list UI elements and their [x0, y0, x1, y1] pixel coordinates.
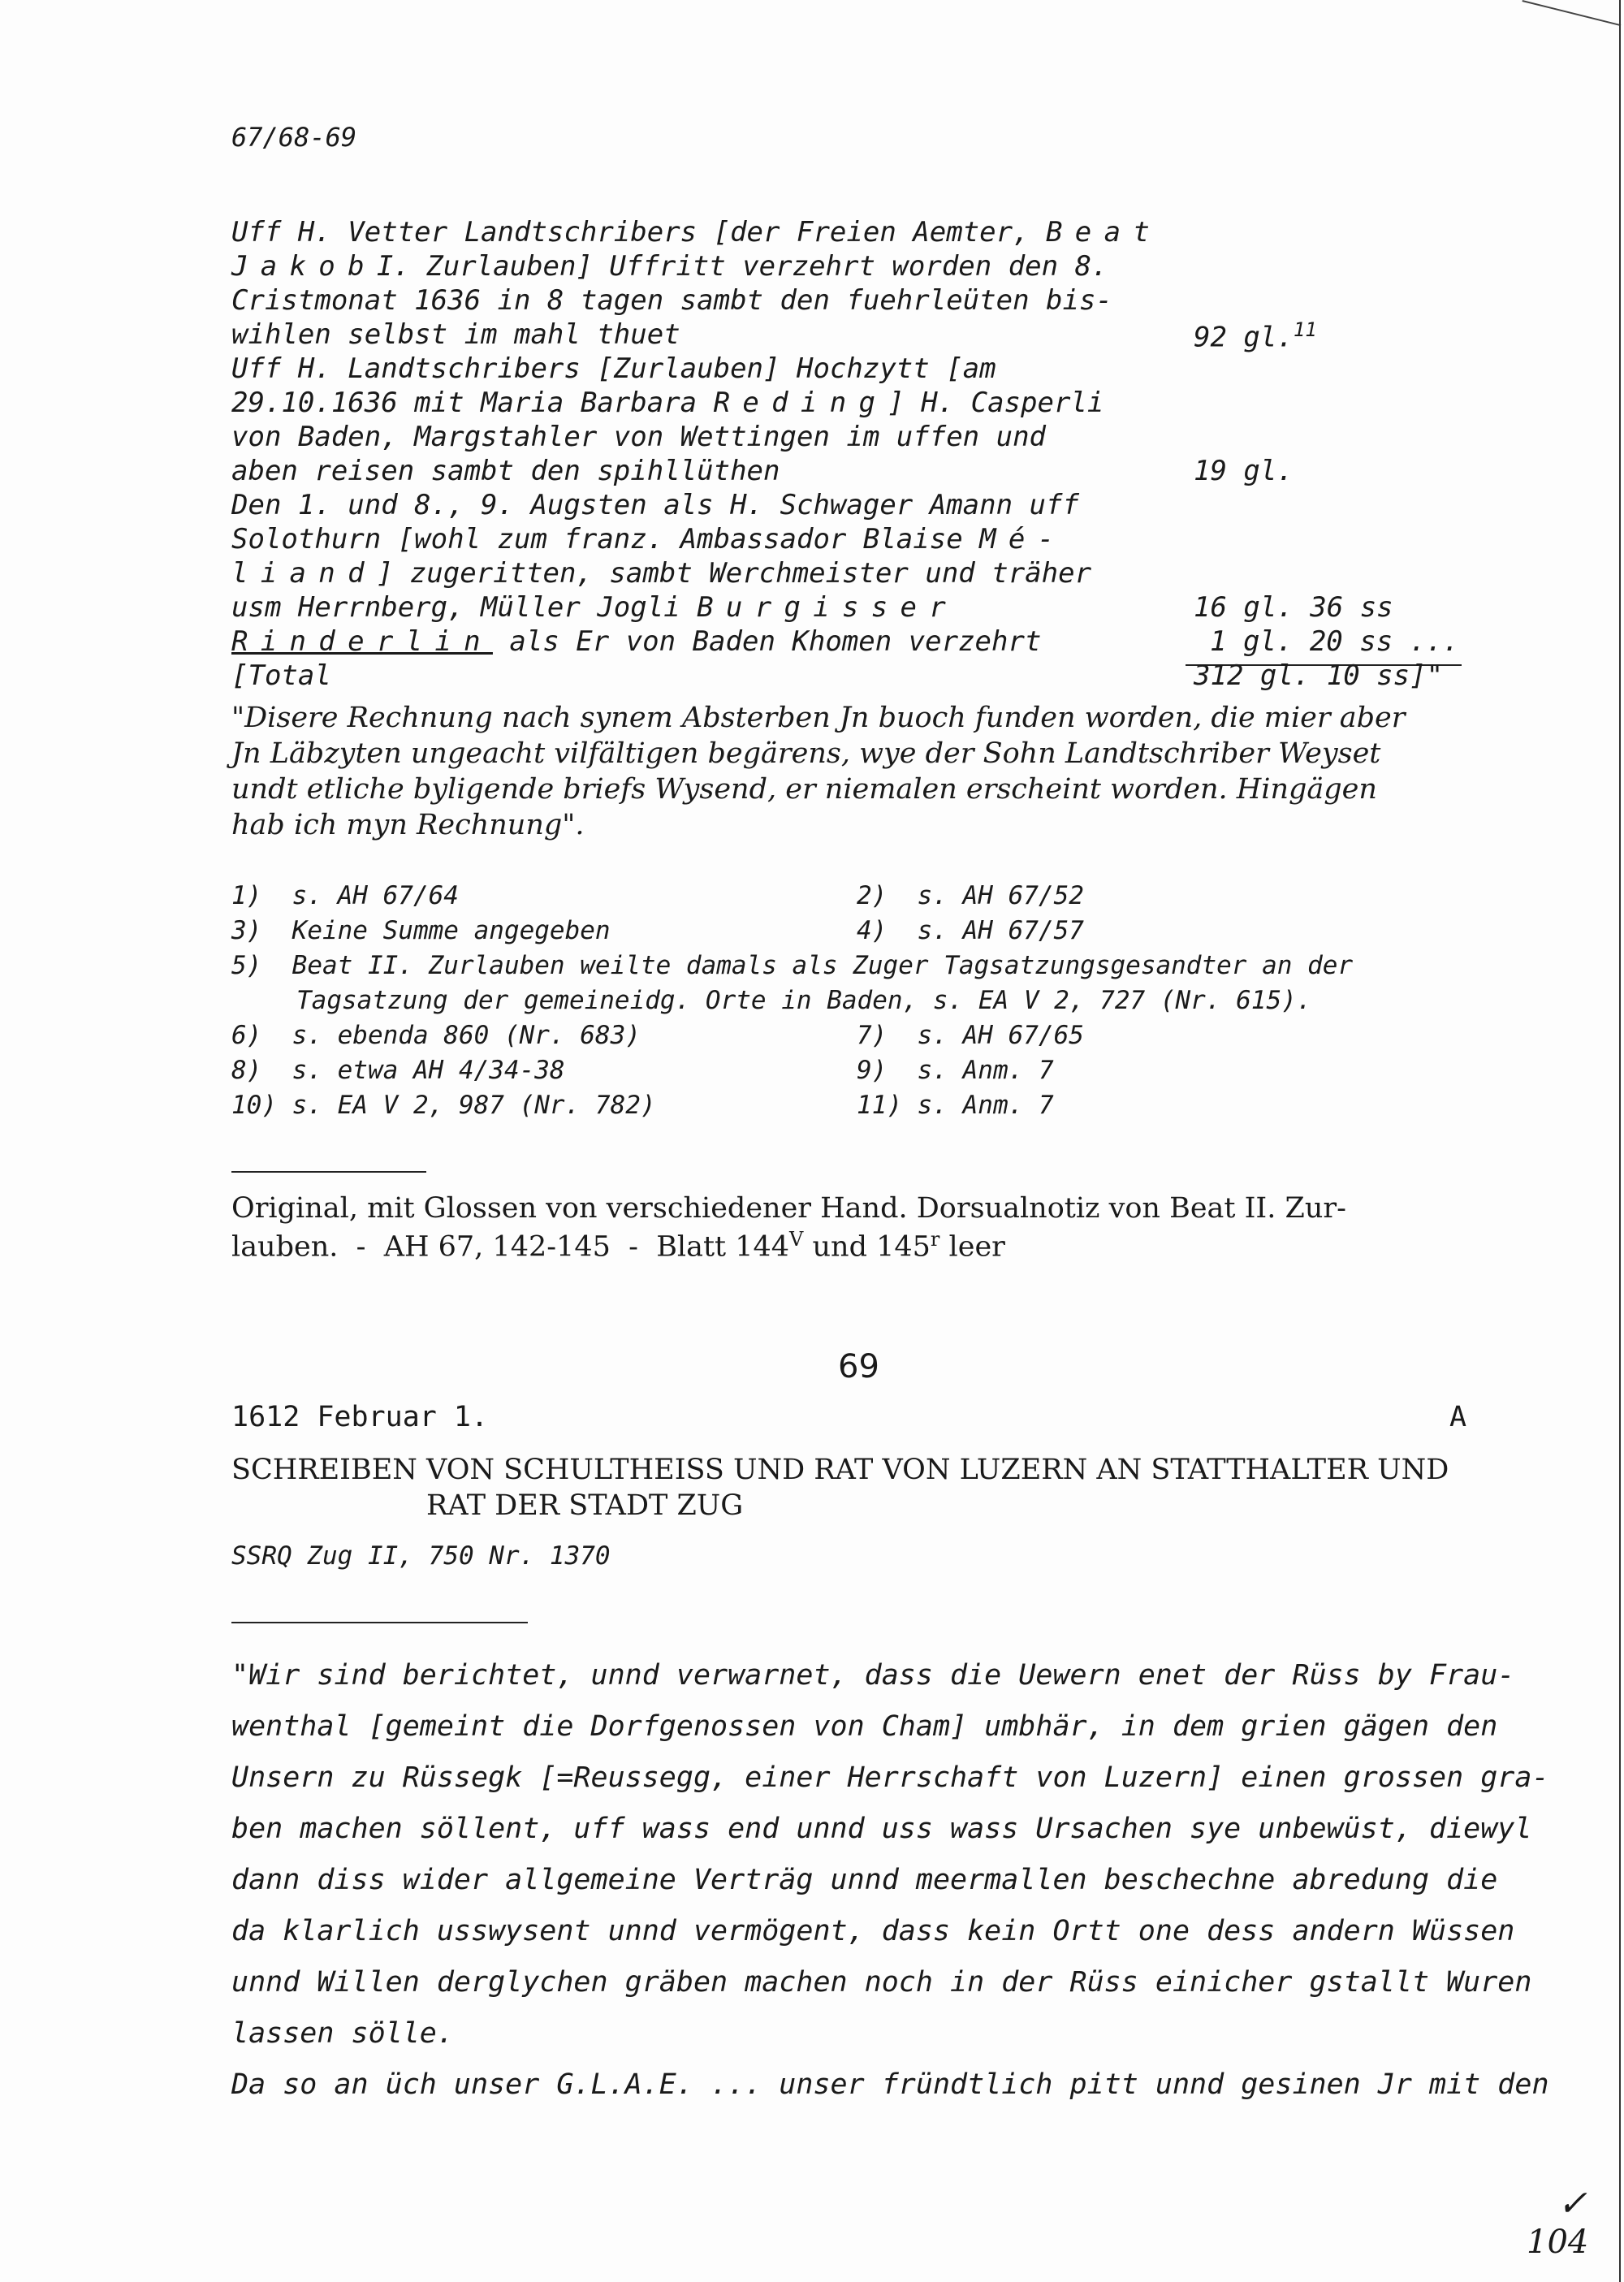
footnote: 8) s. etwa AH 4/34-38 — [231, 1056, 565, 1085]
quote-line: "Disere Rechnung nach synem Absterben Jn buoch funden worden, die mier aber — [231, 702, 1406, 734]
right-border — [1619, 0, 1621, 2282]
entry-line: Uff H. Landtschribers [Zurlauben] Hochzytt [am — [231, 352, 996, 385]
entry-line: von Baden, Margstahler von Wettingen im uffen und — [231, 421, 1047, 453]
separator-rule — [231, 1171, 426, 1173]
document-citation: SSRQ Zug II, 750 Nr. 1370 — [231, 1541, 611, 1571]
body-line: Da so an üch unser G.L.A.E. ... unser fründtlich pitt unnd gesinen Jr mit den — [231, 2068, 1549, 2101]
footnote-continuation: Tagsatzung der gemeineidg. Orte in Baden, s. EA V 2, 727 (Nr. 615). — [296, 986, 1312, 1015]
body-line: wenthal [gemeint die Dorfgenossen von Cham] umbhär, in dem grien gägen den — [231, 1710, 1498, 1743]
document-date: 1612 Februar 1. — [231, 1401, 489, 1433]
body-line: dann diss wider allgemeine Verträg unnd meermallen beschechne abredung die — [231, 1864, 1498, 1896]
separator-rule — [231, 1622, 528, 1623]
entry-line: liand] zugeritten, sambt Werchmeister und träher — [231, 557, 1092, 590]
body-line: lassen sölle. — [231, 2017, 454, 2050]
entry-line: Rinderlin als Er von Baden Khomen verzehrt — [231, 625, 1042, 658]
entry-line: wihlen selbst im mahl thuet — [231, 318, 680, 351]
total-amount: 312 gl. 10 ss]" — [1194, 659, 1444, 692]
source-note-line: lauben. - AH 67, 142-145 - Blatt $144^V$ und 145$^r$ leer — [231, 1228, 1005, 1264]
quote-line: hab ich myn Rechnung". — [231, 809, 585, 841]
body-line: da klarlich usswysent unnd vermögent, dass kein Ortt one dess andern Wüssen — [231, 1915, 1515, 1947]
footnote: 7) s. AH 67/65 — [857, 1021, 1084, 1050]
entry-amount: 1 gl. 20 ss ... — [1210, 625, 1460, 658]
footnote: 2) s. AH 67/52 — [857, 881, 1084, 910]
entry-amount: 16 gl. 36 ss — [1194, 591, 1393, 624]
footnote: 1) s. AH 67/64 — [231, 881, 459, 910]
footnote: 9) s. Anm. 7 — [857, 1056, 1054, 1085]
handwritten-page-number: 104 — [1527, 2224, 1589, 2261]
total-label: [Total — [231, 659, 331, 692]
entry-line: aben reisen sambt den spihllüthen — [231, 455, 780, 487]
footnote: 11) s. Anm. 7 — [857, 1091, 1054, 1120]
entry-amount: 19 gl. — [1194, 455, 1294, 487]
document-number: 69 — [838, 1348, 879, 1385]
body-line: ben machen söllent, uff wass end unnd uss wass Ursachen sye unbewüst, diewyl — [231, 1813, 1532, 1845]
document-title: SCHREIBEN VON SCHULTHEISS UND RAT VON LUZERN AN STATTHALTER UND — [231, 1454, 1449, 1486]
check-mark-icon: ✓ — [1557, 2183, 1587, 2224]
footnote: 3) Keine Summe angegeben — [231, 916, 611, 945]
document-title: RAT DER STADT ZUG — [426, 1489, 744, 1522]
page-reference: 67/68-69 — [231, 122, 357, 153]
source-note-line: Original, mit Glossen von verschiedener Hand. Dorsualnotiz von Beat II. Zur- — [231, 1192, 1346, 1225]
quote-line: Jn Läbzyten ungeacht vilfältigen begärens, wye der Sohn Landtschriber Weyset — [231, 737, 1381, 770]
entry-line: Den 1. und 8., 9. Augsten als H. Schwager Amann uff — [231, 489, 1079, 521]
entry-line: usm Herrnberg, Müller Jogli Burgisser — [231, 591, 959, 624]
footnote: 4) s. AH 67/57 — [857, 916, 1084, 945]
footnote: 10) s. EA V 2, 987 (Nr. 782) — [231, 1091, 656, 1120]
entry-line: 29.10.1636 mit Maria Barbara Reding] H. Casperli — [231, 387, 1104, 419]
footnote: 5) Beat II. Zurlauben weilte damals als Zuger Tagsatzungsgesandter an der — [231, 951, 1354, 980]
body-line: unnd Willen derglychen gräben machen noch in der Rüss einicher gstallt Wuren — [231, 1966, 1532, 1999]
entry-amount: 92 gl.$^{11}$ — [1194, 318, 1317, 354]
entry-line: Cristmonat 1636 in 8 tagen sambt den fuehrleüten bis- — [231, 284, 1112, 317]
page-edge-line — [1522, 0, 1622, 26]
footnote: 6) s. ebenda 860 (Nr. 683) — [231, 1021, 641, 1050]
body-line: Unsern zu Rüssegk [=Reussegg, einer Herrschaft von Luzern] einen grossen gra- — [231, 1761, 1549, 1794]
body-line: "Wir sind berichtet, unnd verwarnet, dass die Uewern enet der Rüss by Frau- — [231, 1659, 1515, 1692]
quote-line: undt etliche byligende briefs Wysend, er niemalen erscheint worden. Hingägen — [231, 773, 1377, 806]
entry-line: JakobI. Zurlauben] Uffritt verzehrt worden den 8. — [231, 250, 1108, 283]
document-letter: A — [1449, 1401, 1467, 1433]
entry-line: Solothurn [wohl zum franz. Ambassador Blaise Mé- — [231, 523, 1067, 555]
entry-line: Uff H. Vetter Landtschribers [der Freien Aemter, Beat — [231, 216, 1163, 249]
